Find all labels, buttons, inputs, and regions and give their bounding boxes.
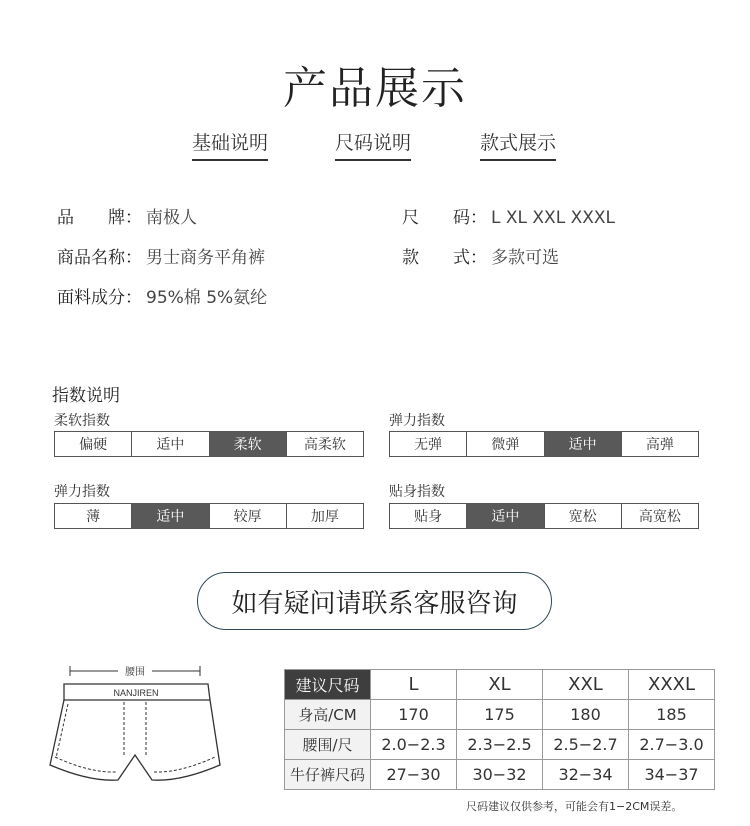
table-row (285, 700, 715, 730)
scale-option: 适中 (467, 504, 544, 528)
tab-size-info[interactable]: 尺码说明 (335, 128, 411, 161)
scale-option: 适中 (545, 432, 622, 456)
scale-option: 高弹 (645, 437, 674, 453)
info-key: 商品名称： (57, 248, 142, 268)
table-cell: 34−37 (629, 760, 715, 790)
info-size (402, 203, 615, 228)
info-value: 多款可选 (491, 248, 559, 268)
scale-thickness (54, 503, 364, 529)
table-row (285, 760, 715, 790)
scale-option: 高宽松 (638, 509, 681, 525)
tab-basic-info[interactable]: 基础说明 (192, 128, 268, 161)
scale-option: 加厚 (310, 509, 339, 525)
info-value: L XL XXL XXXL (491, 208, 615, 228)
scale-option: 偏硬 (55, 432, 132, 456)
underwear-diagram (40, 660, 255, 800)
scale-option: 柔软 (210, 432, 287, 456)
page-title: 产品展示 (283, 63, 467, 114)
table-cell: 170 (371, 700, 457, 730)
scale-option: 宽松 (545, 504, 622, 528)
scale-elasticity (389, 431, 699, 457)
scale-option: 高柔软 (303, 437, 346, 453)
scale-label-softness: 柔软指数 (54, 413, 110, 429)
table-cell: XXL (543, 670, 629, 700)
info-value: 男士商务平角裤 (146, 248, 265, 268)
table-cell: 180 (543, 700, 629, 730)
tab-style-display[interactable]: 款式展示 (480, 128, 556, 161)
size-table-header-row (285, 670, 715, 700)
table-cell: 牛仔裤尺码 (285, 760, 371, 790)
contact-support-banner[interactable] (197, 572, 552, 630)
table-cell: 2.5−2.7 (543, 730, 629, 760)
size-note: 尺码建议仅供参考，可能会有1−2CM误差。 (466, 800, 683, 813)
scale-option: 适中 (132, 432, 209, 456)
table-cell: 2.7−3.0 (629, 730, 715, 760)
table-cell: 185 (629, 700, 715, 730)
scale-option: 贴身 (390, 504, 467, 528)
info-key: 尺 码： (402, 208, 487, 228)
info-value: 95%棉 5%氨纶 (146, 288, 268, 308)
table-cell: 2.0−2.3 (371, 730, 457, 760)
table-cell: 身高/CM (285, 700, 371, 730)
info-key: 款 式： (402, 248, 487, 268)
scale-option: 较厚 (210, 504, 287, 528)
info-product-name (57, 243, 265, 268)
table-cell: 175 (457, 700, 543, 730)
table-cell: 27−30 (371, 760, 457, 790)
table-row (285, 730, 715, 760)
brand-label: NANJIREN (113, 688, 159, 698)
scale-label-elasticity: 弹力指数 (389, 413, 445, 429)
scale-label-thickness: 弹力指数 (54, 484, 110, 500)
scale-fit (389, 503, 699, 529)
scale-option: 微弹 (467, 432, 544, 456)
size-table (284, 669, 715, 790)
table-cell: 32−34 (543, 760, 629, 790)
waist-label: 腰围 (125, 667, 145, 678)
scale-option: 适中 (132, 504, 209, 528)
info-value: 南极人 (146, 208, 197, 228)
table-cell: 腰围/尺 (285, 730, 371, 760)
table-cell: L (371, 670, 457, 700)
info-brand (57, 203, 197, 228)
scale-option: 薄 (55, 504, 132, 528)
info-style (402, 243, 559, 268)
table-cell: 建议尺码 (285, 670, 371, 700)
info-key: 品 牌： (57, 208, 142, 228)
table-cell: XL (457, 670, 543, 700)
contact-text: 如有疑问请联系客服咨询 (231, 588, 518, 619)
info-key: 面料成分： (57, 288, 142, 308)
index-section-title: 指数说明 (52, 386, 120, 406)
scale-option: 无弹 (390, 432, 467, 456)
table-cell: 30−32 (457, 760, 543, 790)
scale-softness (54, 431, 364, 457)
table-cell: XXXL (629, 670, 715, 700)
info-material (57, 283, 267, 308)
table-cell: 2.3−2.5 (457, 730, 543, 760)
scale-label-fit: 贴身指数 (389, 484, 445, 500)
